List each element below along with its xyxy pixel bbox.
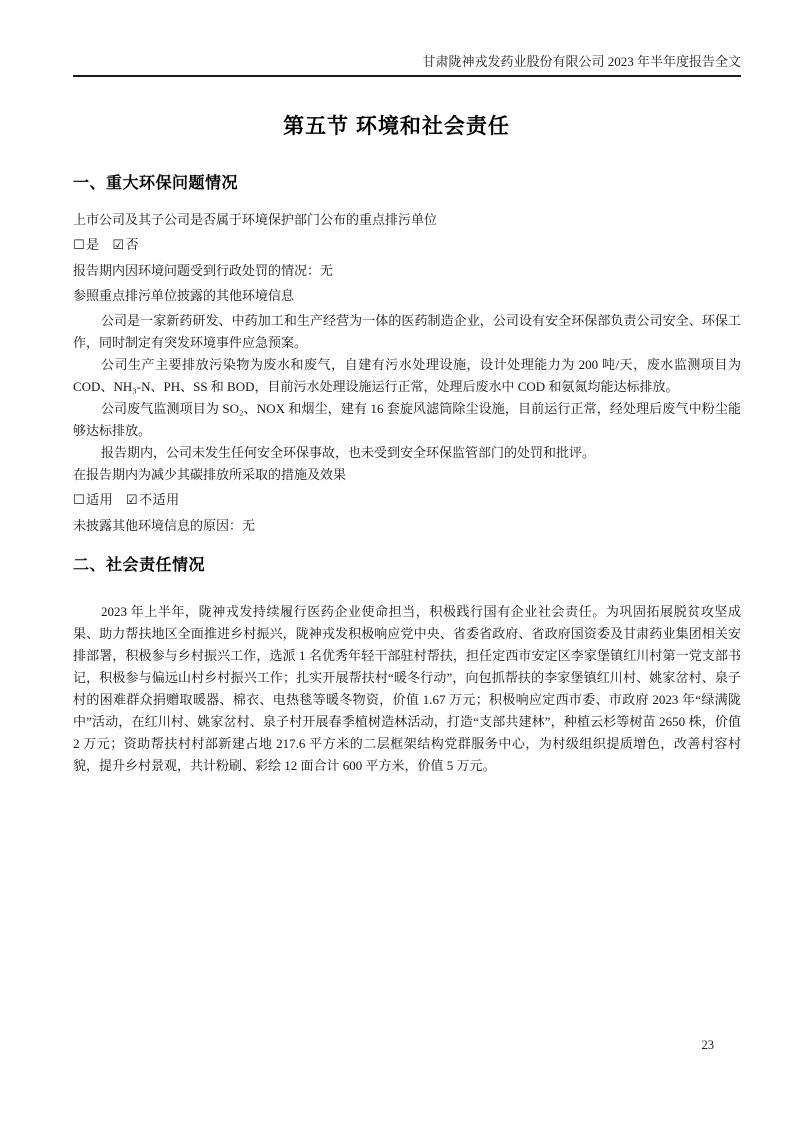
applicable-checkbox-row (73, 489, 741, 512)
page-header (73, 54, 741, 77)
checkbox-checked-icon: ☑ (112, 238, 125, 253)
option-yes (73, 237, 100, 252)
env-paragraph-no-accidents: 报告期内，公司未发生任何安全环保事故，也未受到安全环保监管部门的处罚和批评。 (100, 445, 595, 460)
env-paragraph-wastewater: 公司生产主要排放污染物为废水和废气，自建有污水处理设施，设计处理能力为 200 吨/天，废水监测项目为 COD、NH₃-N、PH、SS 和 BOD，目前污水处理设施运行正常，处理后废水中 COD 和氨氮均能达标排放。 (73, 357, 741, 394)
option-yes-label: 是 (86, 237, 100, 252)
option-not-applicable (126, 492, 180, 507)
option-no (112, 237, 139, 252)
option-not-applicable-label: 不适用 (139, 492, 180, 507)
checkbox-unchecked-icon: ☐ (73, 493, 86, 508)
heading-environment-issues: 一、重大环保问题情况 (73, 175, 239, 192)
admin-penalty-line: 报告期内因环境问题受到行政处罚的情况：无 (73, 263, 334, 278)
checkbox-unchecked-icon: ☐ (73, 238, 86, 253)
carbon-measures-line: 在报告期内为减少其碳排放所采取的措施及效果 (73, 467, 347, 482)
heading-social-responsibility: 二、社会责任情况 (73, 557, 206, 574)
env-paragraph-exhaust-gas: 公司废气监测项目为 SO₂、NOX 和烟尘，建有 16 套旋风滤筒除尘设施，目前运行正常，经处理后废气中粉尘能够达标排放。 (73, 401, 741, 438)
social-responsibility-paragraph: 2023 年上半年，陇神戎发持续履行医药企业使命担当，积极践行国有企业社会责任。为巩固拓展脱贫攻坚成果、助力帮扶地区全面推进乡村振兴，陇神戎发积极响应党中央、省委省政府、省政府国资委及甘肃药业集团相关安排部署，积极参与乡村振兴工作，选派 1 名优秀年轻干部驻村帮扶，担任定西市安定区李家堡镇红川村第一党支部书记，积极参与偏远山村乡村振兴工作；扎实开展帮扶村“暖冬行动”，向包抓帮扶的李家堡镇红川村、姚家岔村、泉子村的困难群众捐赠取暖器、棉衣、电热毯等暖冬物资，价值 1.67 万元；积极响应定西市委、市政府 2023 年“绿满陇中”活动，在红川村、姚家岔村、泉子村开展春季植树造林活动，打造“支部共建林”，种植云杉等树苗 2650 株，价值 2 万元；资助帮扶村村部新建占地 217.6 平方米的二层框架结构党群服务中心，为村级组织提质增色，改善村容村貌，提升乡村景观，共计粉刷、彩绘 12 面合计 600 平方米，价值 5 万元。 (73, 604, 741, 773)
checkbox-checked-icon: ☑ (125, 493, 139, 508)
page-content (73, 170, 741, 777)
yes-no-checkbox-row (73, 234, 741, 257)
no-disclosure-reason-line: 未披露其他环境信息的原因：无 (73, 518, 256, 533)
key-pollutant-question: 上市公司及其子公司是否属于环境保护部门公布的重点排污单位 (73, 212, 438, 227)
page-number: 23 (701, 1038, 714, 1052)
option-applicable (73, 492, 113, 507)
other-env-info-line: 参照重点排污单位披露的其他环境信息 (73, 288, 295, 303)
page-title: 第五节 环境和社会责任 (283, 115, 510, 138)
option-no-label: 否 (125, 237, 140, 252)
header-running-title: 甘肃陇神戎发药业股份有限公司 2023 年半年度报告全文 (422, 54, 741, 69)
option-applicable-label: 适用 (86, 492, 114, 507)
env-paragraph-company-profile: 公司是一家新药研发、中药加工和生产经营为一体的医药制造企业，公司设有安全环保部负责公司安全、环保工作，同时制定有突发环境事件应急预案。 (73, 313, 741, 350)
